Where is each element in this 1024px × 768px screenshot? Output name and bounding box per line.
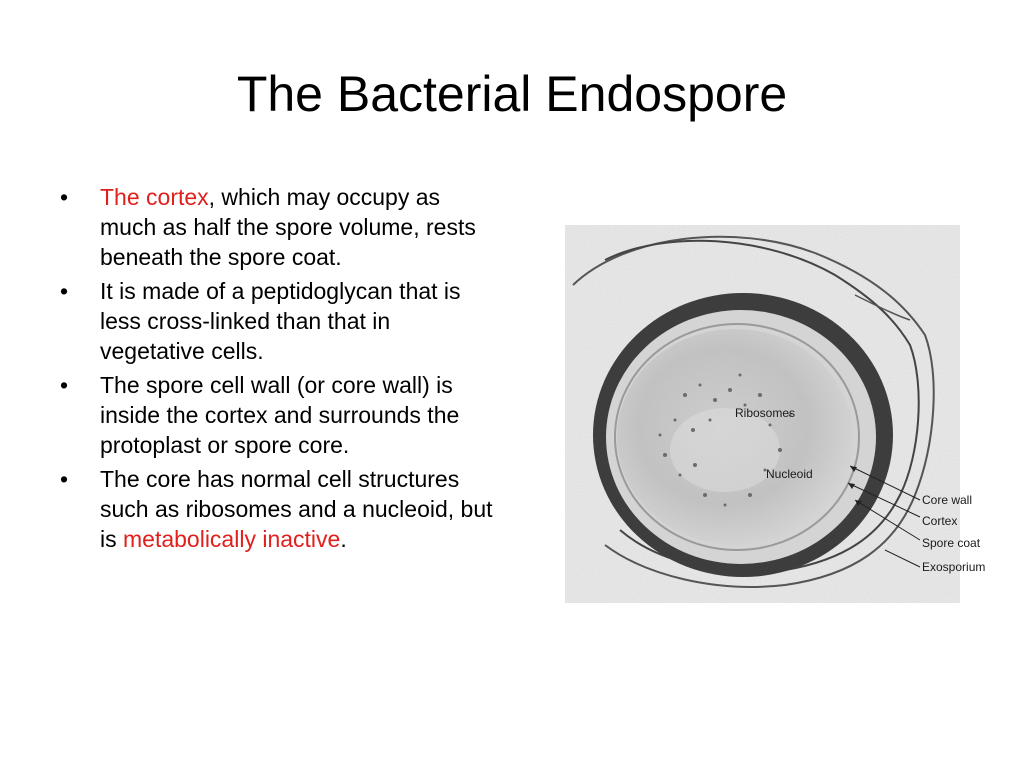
- endospore-micrograph-svg: [565, 225, 986, 603]
- bullet-item-1: [56, 182, 496, 272]
- label-core-wall: Core wall: [922, 493, 973, 507]
- endospore-micrograph: [565, 225, 986, 603]
- bullet-symbol: •: [60, 466, 69, 492]
- bullet-text: It is made of a peptidoglycan that is less cross-linked than that in vegetative cells.: [100, 278, 461, 364]
- bullet-text: , which may occupy as much as half the spore volume, rests beneath the spore coat.: [100, 184, 476, 270]
- bullet-text: The core has normal cell structures such as ribosomes and a nucleoid, but is: [100, 466, 493, 552]
- bullet-symbol: •: [60, 184, 69, 210]
- bullet-text-suffix: .: [340, 526, 347, 552]
- bullet-symbol: •: [60, 372, 69, 398]
- bullet-item-3: [56, 370, 496, 460]
- slide-title: The Bacterial Endospore: [236, 66, 788, 122]
- label-nucleoid: Nucleoid: [766, 467, 813, 481]
- highlight-text-cortex: The cortex: [100, 184, 209, 210]
- highlight-text-inactive: metabolically inactive: [123, 526, 341, 552]
- label-spore-coat: Spore coat: [922, 536, 981, 550]
- nucleoid-region: [670, 408, 780, 492]
- bullet-symbol: •: [60, 278, 69, 304]
- bullet-text: The spore cell wall (or core wall) is inside the cortex and surrounds the protoplast or spore core.: [100, 372, 460, 458]
- label-ribosomes: Ribosomes: [735, 406, 796, 420]
- bullet-item-2: [56, 276, 496, 366]
- bullet-item-4: [56, 464, 496, 554]
- bullet-list: [56, 182, 496, 558]
- label-cortex: Cortex: [922, 514, 958, 528]
- label-exosporium: Exosporium: [922, 560, 986, 574]
